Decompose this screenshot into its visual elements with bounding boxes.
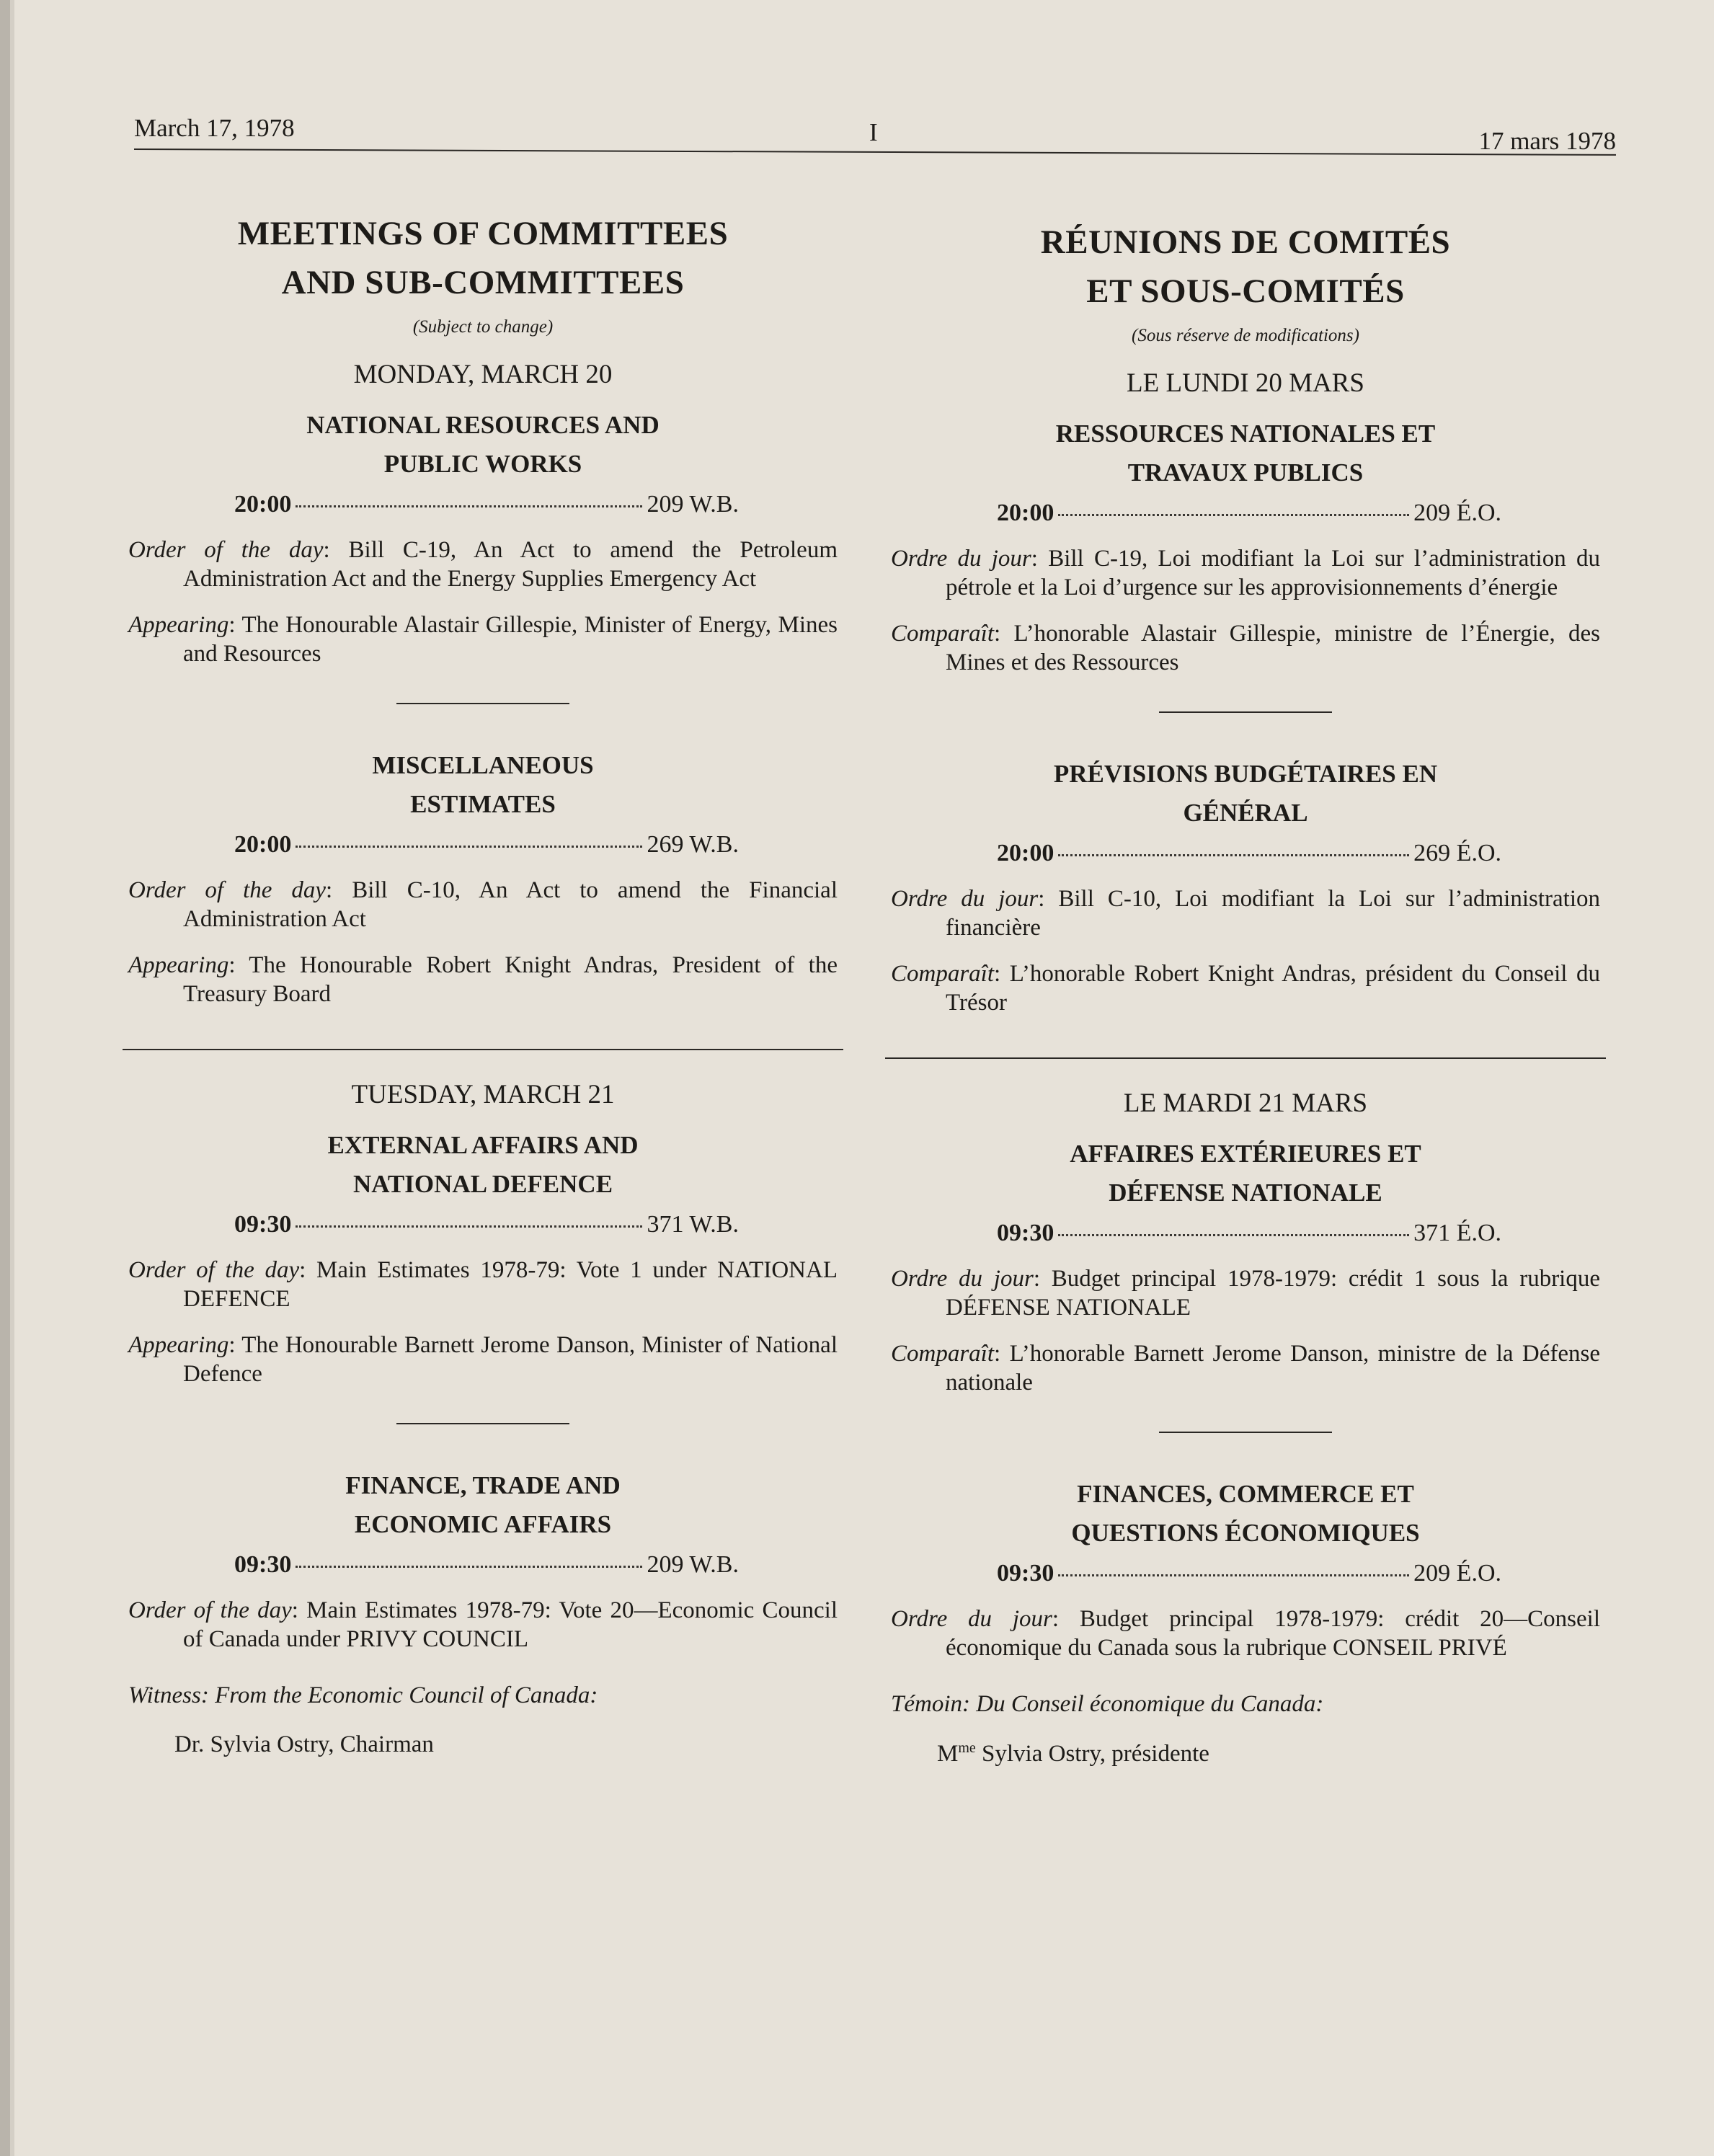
time-room-row — [234, 1551, 739, 1579]
committee-name-line: QUESTIONS ÉCONOMIQUES — [1071, 1519, 1420, 1547]
appearing — [891, 1339, 1600, 1397]
committee-block — [885, 755, 1606, 1017]
page-edge — [0, 0, 10, 2156]
section-divider — [396, 1423, 569, 1424]
appearing-label: Comparaît — [891, 621, 995, 647]
header-date-fr: 17 mars 1978 — [1478, 127, 1616, 155]
committee-name-line: AFFAIRES EXTÉRIEURES ET — [1070, 1140, 1421, 1168]
committee-name — [885, 1475, 1606, 1553]
committee-name-line: TRAVAUX PUBLICS — [1127, 458, 1364, 487]
header-date-en: March 17, 1978 — [134, 114, 295, 142]
order-label: Ordre du jour — [891, 546, 1031, 572]
appearing-label: Appearing — [128, 612, 229, 638]
page-title-fr — [885, 218, 1606, 316]
committee-block — [885, 1135, 1606, 1397]
day-divider — [885, 1057, 1606, 1059]
header-rule — [134, 148, 1616, 156]
witness-name-superscript: me — [958, 1740, 976, 1756]
committee-name — [123, 746, 843, 824]
order-text: : Budget principal 1978-1979: crédit 20—Conseil économique du Canada sous la rubrique CONSEIL PRIVÉ — [946, 1606, 1600, 1661]
meeting-time: 09:30 — [234, 1211, 292, 1238]
meeting-time: 20:00 — [997, 500, 1054, 526]
committee-name — [885, 1135, 1606, 1212]
french-column — [885, 209, 1606, 1767]
appearing-text: : The Honourable Alastair Gillespie, Minister of Energy, Mines and Resources — [183, 612, 838, 667]
committee-block — [885, 1475, 1606, 1767]
committee-name-line: FINANCE, TRADE AND — [345, 1471, 621, 1499]
time-room-row — [997, 1560, 1501, 1587]
committee-name-line: NATIONAL DEFENCE — [352, 1170, 613, 1198]
dot-leader — [296, 1566, 642, 1568]
committee-block — [123, 406, 843, 668]
page-edge-shadow — [10, 0, 14, 2156]
order-text: : Budget principal 1978-1979: crédit 1 sous la rubrique DÉFENSE NATIONALE — [946, 1266, 1600, 1321]
appearing-text: : L’honorable Robert Knight Andras, président du Conseil du Trésor — [946, 961, 1600, 1016]
committee-name-line: RESSOURCES NATIONALES ET — [1055, 420, 1436, 448]
order-label: Order of the day — [128, 877, 327, 903]
committee-block — [885, 414, 1606, 677]
order-label: Order of the day — [128, 1597, 292, 1623]
committee-name — [123, 1466, 843, 1544]
order-text: : Main Estimates 1978-79: Vote 1 under NATIONAL DEFENCE — [183, 1257, 838, 1312]
committee-name — [885, 755, 1606, 833]
witness-name: Dr. Sylvia Ostry, Chairman — [174, 1731, 434, 1757]
witness — [128, 1681, 843, 1710]
committee-name-line: DÉFENSE NATIONALE — [1109, 1179, 1382, 1207]
time-room-row — [234, 831, 739, 859]
day-heading-tuesday: LE MARDI 21 MARS — [1123, 1088, 1368, 1118]
order-of-day — [128, 536, 838, 593]
witness — [891, 1690, 1606, 1718]
dot-leader — [1058, 1234, 1409, 1236]
day-heading-monday: MONDAY, MARCH 20 — [353, 360, 613, 389]
order-text: : Bill C-10, An Act to amend the Financial Administration Act — [183, 877, 838, 932]
order-label: Ordre du jour — [891, 1606, 1052, 1632]
committee-name-line: ECONOMIC AFFAIRS — [354, 1510, 612, 1538]
appearing-label: Appearing — [128, 1332, 229, 1358]
appearing-text: : The Honourable Robert Knight Andras, President of the Treasury Board — [183, 952, 838, 1007]
title-line-1: RÉUNIONS DE COMITÉS — [1040, 223, 1451, 261]
time-room-row — [997, 840, 1501, 867]
committee-block — [123, 746, 843, 1008]
order-of-day — [891, 884, 1600, 942]
appearing — [128, 951, 838, 1008]
order-of-day — [128, 1256, 838, 1313]
witness-name-prefix: M — [937, 1741, 959, 1767]
order-of-day — [891, 544, 1600, 602]
subject-note: (Subject to change) — [412, 317, 554, 337]
order-of-day — [891, 1605, 1600, 1662]
page-title-en — [123, 209, 843, 307]
day-divider — [123, 1049, 843, 1050]
section-divider — [1159, 1432, 1332, 1433]
committee-name-line: FINANCES, COMMERCE ET — [1077, 1480, 1414, 1508]
appearing-label: Comparaît — [891, 961, 995, 987]
meeting-room: 209 É.O. — [1413, 1560, 1501, 1587]
order-label: Order of the day — [128, 537, 324, 563]
meeting-room: 209 É.O. — [1413, 500, 1501, 526]
order-of-day — [891, 1264, 1600, 1322]
order-label: Ordre du jour — [891, 1266, 1034, 1292]
day-heading-monday: LE LUNDI 20 MARS — [1127, 368, 1364, 398]
dot-leader — [296, 846, 642, 848]
time-room-row — [997, 1220, 1501, 1247]
subject-note: (Sous réserve de modifications) — [1132, 326, 1359, 345]
committee-name — [123, 1126, 843, 1204]
order-text: : Bill C-19, An Act to amend the Petroleum Administration Act and the Energy Supplies Emergency Act — [183, 537, 838, 592]
time-room-row — [997, 500, 1501, 527]
appearing-text: : L’honorable Barnett Jerome Danson, ministre de la Défense nationale — [946, 1341, 1600, 1396]
witness-text: : Du Conseil économique du Canada: — [962, 1691, 1324, 1717]
section-divider — [1159, 711, 1332, 713]
meeting-room: 371 W.B. — [647, 1211, 739, 1238]
committee-name-line: NATIONAL RESOURCES AND — [306, 411, 660, 439]
meeting-time: 20:00 — [997, 840, 1054, 866]
day-heading-tuesday: TUESDAY, MARCH 21 — [351, 1080, 615, 1109]
meeting-time: 09:30 — [234, 1551, 292, 1578]
page-number: I — [869, 118, 878, 146]
witness-label: Témoin — [891, 1691, 962, 1717]
appearing — [891, 619, 1600, 677]
meeting-room: 209 W.B. — [647, 491, 739, 518]
committee-name-line: PUBLIC WORKS — [383, 450, 582, 478]
committee-name-line: PRÉVISIONS BUDGÉTAIRES EN — [1053, 760, 1438, 788]
committee-name — [885, 414, 1606, 492]
committee-block — [123, 1126, 843, 1388]
appearing — [128, 611, 838, 668]
dot-leader — [296, 505, 642, 507]
title-line-2: ET SOUS-COMITÉS — [1086, 272, 1405, 310]
order-of-day — [128, 876, 838, 933]
witness-name-rest: Sylvia Ostry, présidente — [975, 1741, 1209, 1767]
committee-name-line: GÉNÉRAL — [1183, 799, 1308, 827]
meeting-time: 09:30 — [997, 1560, 1054, 1587]
committee-block — [123, 1466, 843, 1758]
appearing — [128, 1331, 838, 1388]
appearing — [891, 959, 1600, 1017]
witness-text: : From the Economic Council of Canada: — [200, 1682, 598, 1708]
dot-leader — [1058, 514, 1409, 516]
meeting-room: 269 W.B. — [647, 831, 739, 858]
appearing-text: : The Honourable Barnett Jerome Danson, Minister of National Defence — [183, 1332, 838, 1387]
title-line-1: MEETINGS OF COMMITTEES — [237, 215, 729, 252]
english-column — [123, 209, 843, 1758]
order-text: : Main Estimates 1978-79: Vote 20—Economic Council of Canada under PRIVY COUNCIL — [183, 1597, 838, 1652]
dot-leader — [296, 1225, 642, 1228]
dot-leader — [1058, 1574, 1409, 1576]
committee-name — [123, 406, 843, 484]
meeting-time: 20:00 — [234, 831, 292, 858]
dot-leader — [1058, 854, 1409, 856]
time-room-row — [234, 1211, 739, 1238]
order-label: Ordre du jour — [891, 886, 1039, 912]
title-line-2: AND SUB-COMMITTEES — [281, 264, 685, 301]
page-header — [134, 114, 1616, 164]
appearing-label: Appearing — [128, 952, 229, 978]
witness-label: Witness — [128, 1682, 201, 1708]
meeting-room: 269 É.O. — [1413, 840, 1501, 866]
meeting-room: 371 É.O. — [1413, 1220, 1501, 1246]
appearing-label: Comparaît — [891, 1341, 995, 1367]
appearing-text: : L’honorable Alastair Gillespie, ministre de l’Énergie, des Mines et des Ressources — [946, 621, 1600, 675]
order-text: : Bill C-10, Loi modifiant la Loi sur l’administration financière — [946, 886, 1600, 941]
order-label: Order of the day — [128, 1257, 300, 1283]
time-room-row — [234, 491, 739, 518]
committee-name-line: MISCELLANEOUS — [372, 751, 594, 779]
order-of-day — [128, 1596, 838, 1654]
meeting-time: 09:30 — [997, 1220, 1054, 1246]
committee-name-line: EXTERNAL AFFAIRS AND — [327, 1131, 639, 1159]
section-divider — [396, 703, 569, 704]
meeting-time: 20:00 — [234, 491, 292, 518]
committee-name-line: ESTIMATES — [410, 790, 556, 818]
meeting-room: 209 W.B. — [647, 1551, 739, 1578]
witness-name — [937, 1740, 1606, 1767]
order-text: : Bill C-19, Loi modifiant la Loi sur l’administration du pétrole et la Loi d’urgence sur les approvisionnements d’énergie — [946, 546, 1600, 600]
